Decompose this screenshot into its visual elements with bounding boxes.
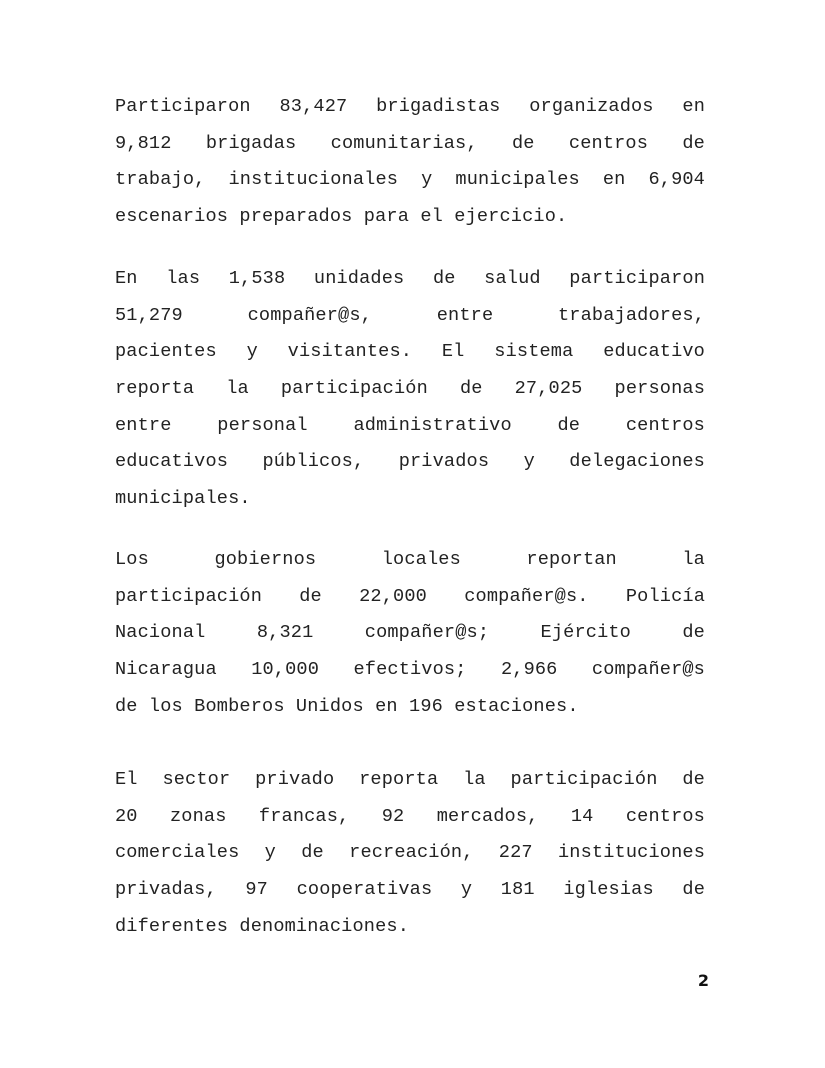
text-line: entre personal administrativo de centros [115, 414, 705, 436]
paragraph-brigadistas [115, 89, 705, 236]
text-line: Nacional 8,321 compañer@s; Ejército de [115, 622, 705, 644]
paragraph-salud-educacion [115, 261, 705, 518]
text-line: 9,812 brigadas comunitarias, de centros de [115, 132, 705, 154]
text-line: Los gobiernos locales reportan la [115, 549, 705, 570]
page-number: 2 [697, 971, 709, 990]
text-line: comerciales y de recreación, 227 instituciones [115, 842, 705, 864]
text-line: diferentes denominaciones. [115, 915, 410, 937]
text-line: de los Bomberos Unidos en 196 estaciones. [115, 695, 579, 717]
text-line: Nicaragua 10,000 efectivos; 2,966 compañer@s [115, 659, 705, 681]
text-line: escenarios preparados para el ejercicio. [115, 206, 568, 228]
paragraph-gobiernos-locales [115, 542, 705, 725]
text-line: participación de 22,000 compañer@s. Policía [115, 585, 705, 607]
text-line: educativos públicos, privados y delegaciones [115, 451, 705, 473]
text-line: pacientes y visitantes. El sistema educativo [115, 341, 705, 363]
text-line: En las 1,538 unidades de salud participaron [115, 268, 705, 289]
text-line: 51,279 compañer@s, entre trabajadores, [115, 304, 705, 326]
text-line: El sector privado reporta la participación de [115, 769, 705, 790]
paragraph-sector-privado [115, 762, 705, 945]
text-line: privadas, 97 cooperativas y 181 iglesias de [115, 879, 705, 901]
text-line: municipales. [115, 488, 251, 510]
text-line: 20 zonas francas, 92 mercados, 14 centros [115, 805, 705, 827]
text-line: reporta la participación de 27,025 personas [115, 378, 705, 400]
text-line: trabajo, institucionales y municipales en 6,904 [115, 169, 705, 191]
text-line: Participaron 83,427 brigadistas organizados en [115, 96, 705, 117]
